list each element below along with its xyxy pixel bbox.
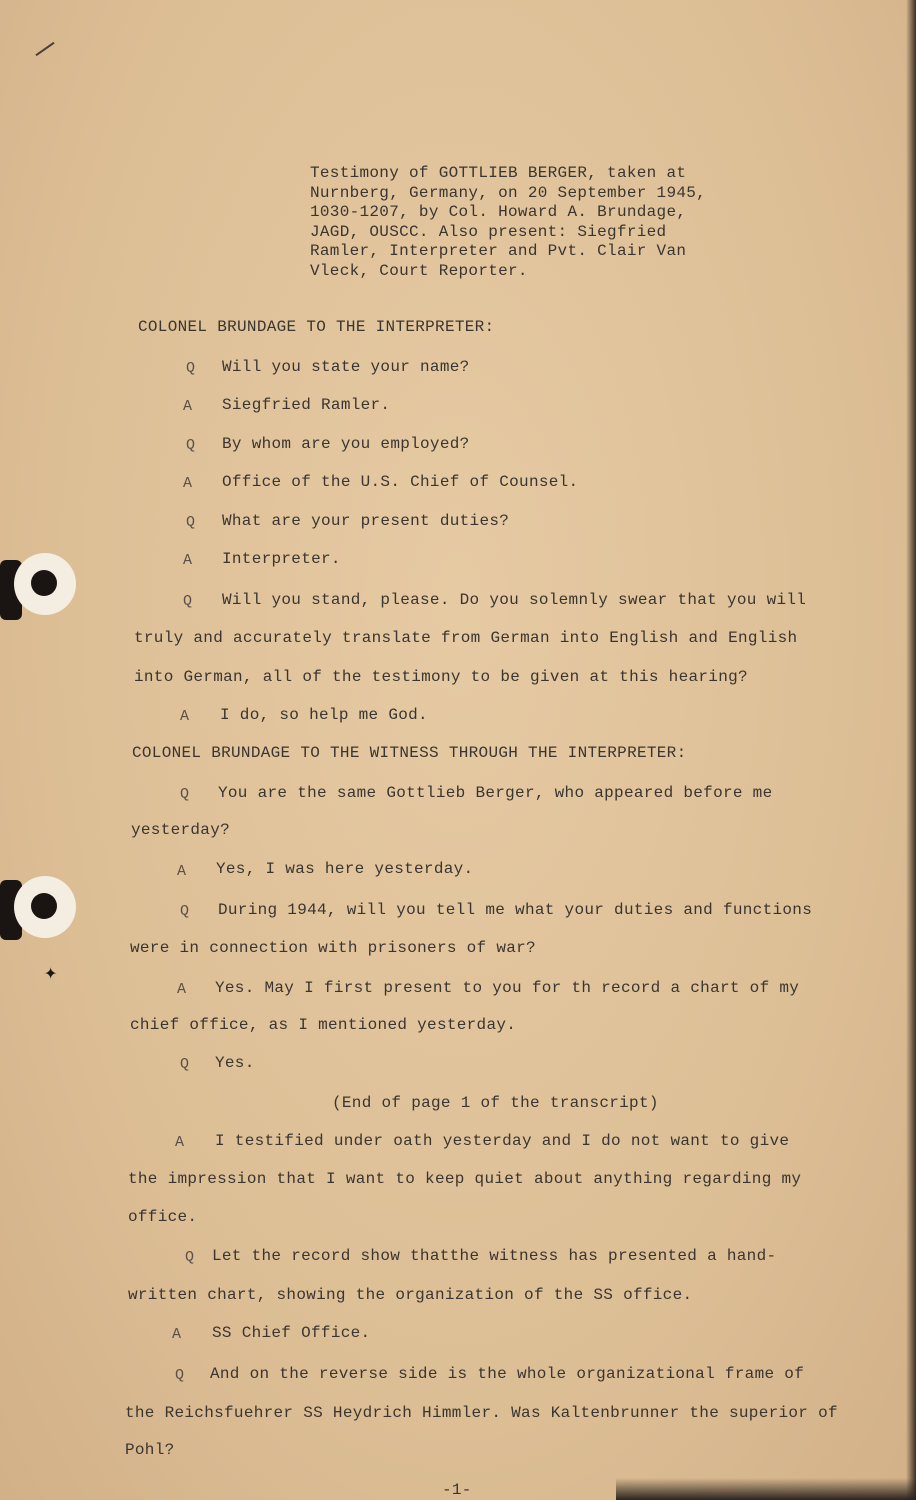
question-line: And on the reverse side is the whole organizational frame of [210,1365,805,1383]
qa-marker: Q [180,903,190,920]
answer-line: I testified under oath yesterday and I do not want to give [215,1132,790,1150]
qa-marker: Q [185,1249,195,1266]
qa-marker: Q [186,360,196,377]
page-number: -1- [442,1481,472,1499]
question-line: What are your present duties? [222,512,510,530]
answer-line: I do, so help me God. [220,706,428,724]
question-line: You are the same Gottlieb Berger, who appeared before me [218,784,773,802]
question-line: yesterday? [131,821,231,839]
qa-marker: Q [180,1056,190,1073]
qa-marker: A [180,708,190,725]
header-line: Vleck, Court Reporter. [310,261,528,280]
answer-line: Yes, I was here yesterday. [216,860,474,878]
answer-line: the impression that I want to keep quiet about anything regarding my [128,1170,802,1188]
qa-marker: Q [175,1367,185,1384]
qa-marker: Q [186,437,196,454]
question-line: Yes. [215,1054,255,1072]
answer-line: Interpreter. [222,550,341,568]
qa-marker: Q [186,514,196,531]
question-line: Will you state your name? [222,358,470,376]
oath-question-line: into German, all of the testimony to be given at this hearing? [134,668,748,686]
answer-line: Siegfried Ramler. [222,396,391,414]
qa-marker: A [175,1134,185,1151]
question-line: Pohl? [125,1441,175,1459]
end-of-page-note: (End of page 1 of the transcript) [332,1094,659,1112]
qa-marker: Q [180,786,190,803]
punch-hole-icon [14,876,76,938]
answer-line: office. [128,1208,198,1226]
punch-hole-icon [14,553,76,615]
oath-question-line: truly and accurately translate from German into English and English [134,629,798,647]
answer-line: chief office, as I mentioned yesterday. [130,1016,517,1034]
header-line: JAGD, OUSCC. Also present: Siegfried [310,222,667,241]
qa-marker: Q [183,593,193,610]
ink-blot-icon: ✦ [44,961,58,986]
question-line: During 1944, will you tell me what your duties and functions [218,901,813,919]
page-edge-shadow [906,0,916,1500]
qa-marker: A [172,1326,182,1343]
answer-line: SS Chief Office. [212,1324,371,1342]
qa-marker: A [183,552,193,569]
header-line: Testimony of GOTTLIEB BERGER, taken at [310,164,687,182]
answer-line: Office of the U.S. Chief of Counsel. [222,473,579,491]
question-line: Let the record show thatthe witness has presented a hand- [212,1247,777,1265]
bottom-edge-shadow [616,1478,916,1500]
header-line: 1030-1207, by Col. Howard A. Brundage, [310,203,687,221]
header-line: Nurnberg, Germany, on 20 September 1945, [310,183,707,202]
header-block [310,164,706,281]
section-heading: COLONEL BRUNDAGE TO THE WITNESS THROUGH THE INTERPRETER: [132,744,687,762]
qa-marker: A [183,475,193,492]
question-line: were in connection with prisoners of war? [130,939,536,957]
question-line: written chart, showing the organization of the SS office. [128,1286,693,1304]
qa-marker: A [177,981,187,998]
qa-marker: A [183,398,193,415]
oath-question-line: Will you stand, please. Do you solemnly swear that you will [222,591,807,609]
qa-marker: A [177,863,187,880]
question-line: By whom are you employed? [222,435,470,453]
question-line: the Reichsfuehrer SS Heydrich Himmler. Was Kaltenbrunner the superior of [125,1404,838,1422]
header-line: Ramler, Interpreter and Pvt. Clair Van [310,242,687,260]
answer-line: Yes. May I first present to you for th record a chart of my [215,979,800,997]
section-heading: COLONEL BRUNDAGE TO THE INTERPRETER: [138,318,495,336]
